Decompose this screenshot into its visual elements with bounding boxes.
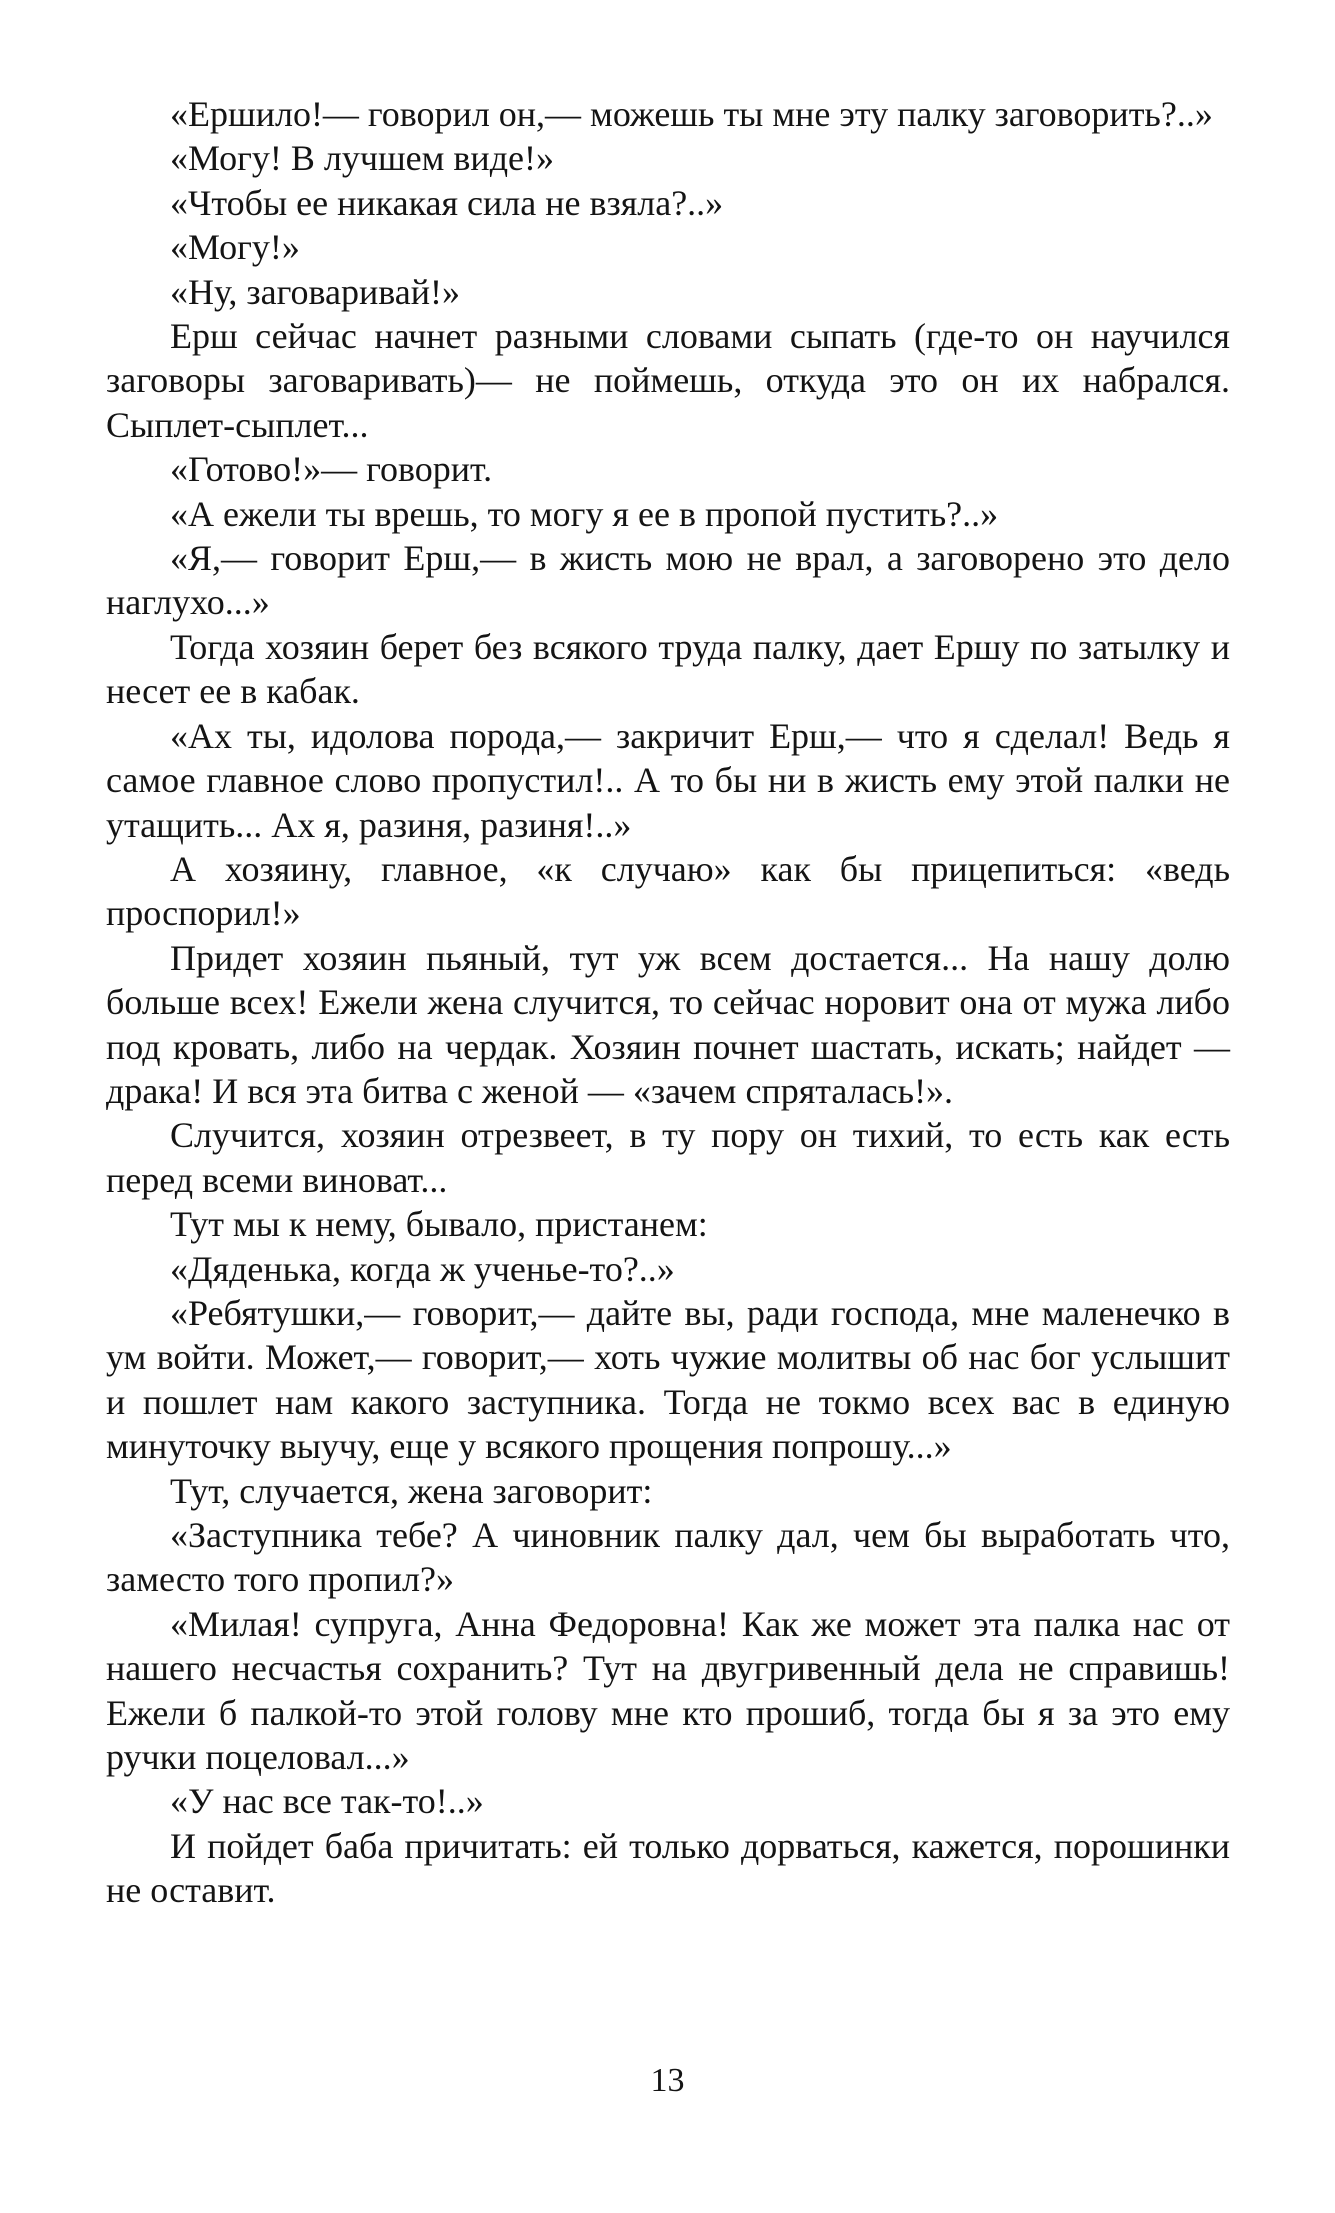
paragraph: Ерш сейчас начнет разными словами сыпать (где-то он научился заговоры заговаривать)— не поймешь, откуда это он их набрался. Сыплет-сыплет... bbox=[106, 316, 1230, 445]
paragraph: «Могу!» bbox=[170, 227, 300, 268]
paragraph: А хозяину, главное, «к случаю» как бы прицепиться: «ведь проспорил!» bbox=[106, 848, 1230, 934]
paragraph: «Ну, заговаривай!» bbox=[170, 271, 460, 312]
paragraph: «Ребятушки,— говорит,— дайте вы, ради господа, мне маленечко в ум войти. Может,— говорит,— хоть чужие молитвы об нас бог услышит и пошлет нам какого заступника. Тогда не токмо всех вас в единую минуточку выучу, еще у всякого прощения попрошу...» bbox=[106, 1292, 1230, 1467]
paragraph: И пойдет баба причитать: ей только дорваться, кажется, порошинки не оставит. bbox=[106, 1825, 1230, 1911]
paragraph: «Готово!»— говорит. bbox=[170, 449, 493, 490]
paragraph: «Заступника тебе? А чиновник палку дал, чем бы выработать что, заместо того пропил?» bbox=[106, 1515, 1230, 1600]
paragraph: «Я,— говорит Ерш,— в жисть мою не врал, а заговорено это дело наглухо...» bbox=[106, 538, 1230, 623]
paragraph: Придет хозяин пьяный, тут уж всем достается... На нашу долю больше всех! Ежели жена случится, то сейчас норовит она от мужа либо под кровать, либо на чердак. Хозяин почнет шастать, искать; найдет — драка! И вся эта битва с женой — «зачем спряталась!». bbox=[106, 937, 1230, 1111]
paragraph: Тогда хозяин берет без всякого труда палку, дает Ершу по затылку и несет ее в кабак. bbox=[106, 626, 1230, 712]
paragraph: «У нас все так-то!..» bbox=[170, 1781, 484, 1822]
paragraph: «Чтобы ее никакая сила не взяла?..» bbox=[170, 182, 724, 223]
paragraph: «Могу! В лучшем виде!» bbox=[170, 138, 554, 179]
paragraph: «Ах ты, идолова порода,— закричит Ерш,— что я сделал! Ведь я самое главное слово пропустил!.. А то бы ни в жисть ему этой палки не утащить... Ах я, разиня, разиня!..» bbox=[106, 715, 1230, 845]
page-number: 13 bbox=[650, 2062, 685, 2099]
paragraph: Случится, хозяин отрезвеет, в ту пору он тихий, то есть как есть перед всеми виноват... bbox=[106, 1115, 1230, 1200]
body-text bbox=[106, 92, 1230, 1913]
paragraph: «Ершило!— говорил он,— можешь ты мне эту палку заговорить?..» bbox=[170, 94, 1213, 134]
paragraph: Тут, случается, жена заговорит: bbox=[170, 1470, 653, 1511]
paragraph: «Дяденька, когда ж ученье-то?..» bbox=[170, 1248, 675, 1289]
paragraph: «Милая! супруга, Анна Федоровна! Как же может эта палка нас от нашего несчастья сохранить? Тут на двугривенный дела не справишь! Ежели б палкой-то этой голову мне кто прошиб, тогда бы я за это ему ручки поцеловал...» bbox=[106, 1603, 1230, 1778]
paragraph: «А ежели ты врешь, то могу я ее в пропой пустить?..» bbox=[170, 493, 999, 534]
paragraph: Тут мы к нему, бывало, пристанем: bbox=[170, 1204, 708, 1245]
